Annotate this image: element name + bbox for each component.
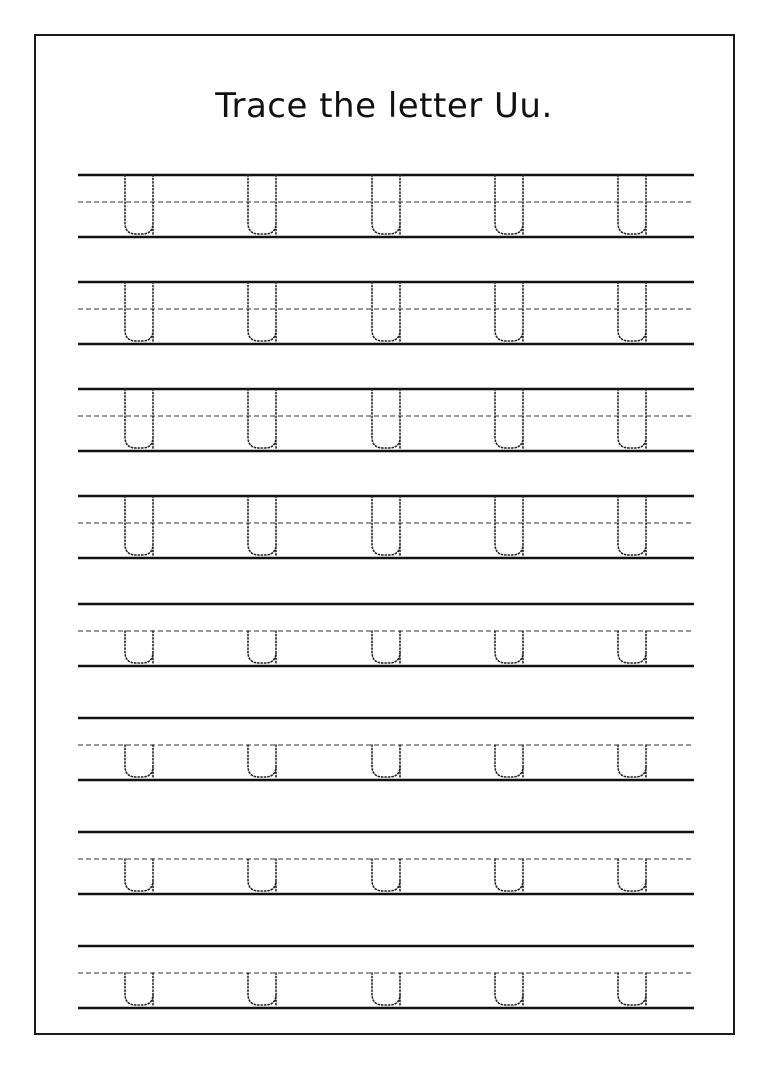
trace-letter-U [372, 282, 400, 343]
trace-letter-u [495, 973, 523, 1007]
trace-letter-U [618, 389, 646, 450]
trace-letter-U [618, 496, 646, 557]
trace-letter-U [125, 496, 153, 557]
trace-letter-u [248, 745, 276, 779]
trace-letter-u [618, 745, 646, 779]
trace-letter-U [125, 282, 153, 343]
trace-letter-u [372, 745, 400, 779]
trace-letter-u [248, 859, 276, 893]
trace-letter-U [125, 389, 153, 450]
trace-letter-u [372, 973, 400, 1007]
trace-letter-U [495, 496, 523, 557]
trace-letter-u [495, 631, 523, 665]
trace-letter-U [495, 175, 523, 236]
trace-letter-u [125, 631, 153, 665]
trace-letter-U [125, 175, 153, 236]
trace-letter-U [248, 282, 276, 343]
trace-letter-u [618, 631, 646, 665]
trace-letter-U [248, 389, 276, 450]
trace-letter-U [372, 175, 400, 236]
trace-letter-u [125, 745, 153, 779]
trace-letter-U [248, 175, 276, 236]
trace-letter-u [248, 631, 276, 665]
trace-letter-u [372, 631, 400, 665]
trace-letter-u [618, 859, 646, 893]
trace-letter-u [618, 973, 646, 1007]
trace-letter-u [495, 859, 523, 893]
trace-letter-U [248, 496, 276, 557]
trace-letter-U [495, 282, 523, 343]
trace-letter-u [248, 973, 276, 1007]
worksheet-title: Trace the letter Uu. [215, 86, 553, 126]
trace-letter-U [618, 282, 646, 343]
trace-letter-U [495, 389, 523, 450]
trace-letter-U [618, 175, 646, 236]
trace-letter-u [125, 973, 153, 1007]
trace-letter-u [372, 859, 400, 893]
trace-letter-u [495, 745, 523, 779]
trace-letter-U [372, 496, 400, 557]
trace-letter-u [125, 859, 153, 893]
trace-letter-U [372, 389, 400, 450]
